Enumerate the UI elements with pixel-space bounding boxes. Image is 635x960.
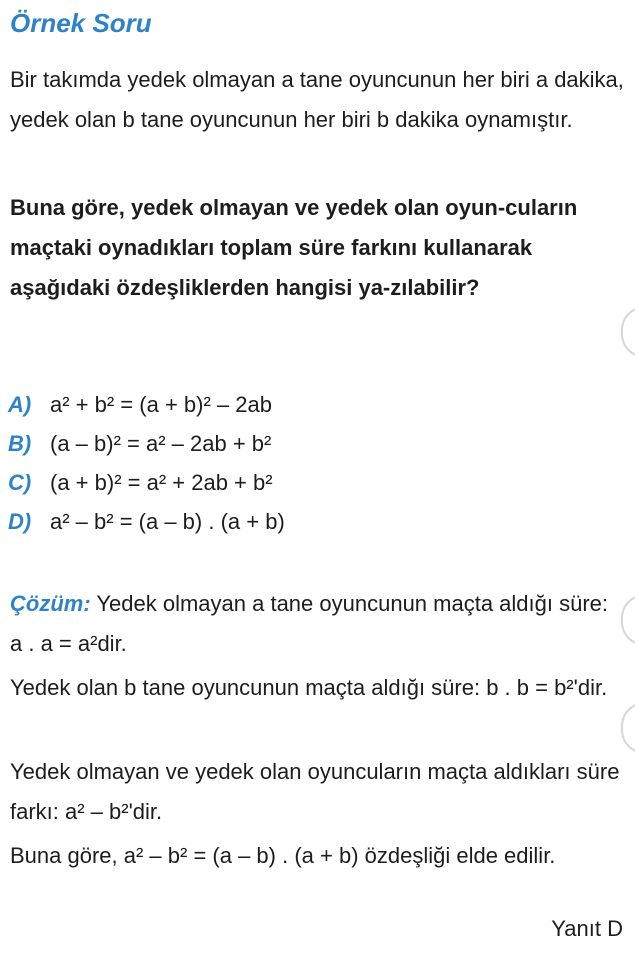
option-letter: C) <box>8 470 32 495</box>
answer-text: Yanıt D <box>551 916 623 941</box>
option-text: a² + b² = (a + b)² – 2ab <box>50 392 272 417</box>
option-letter: A) <box>8 392 32 417</box>
option-d[interactable] <box>8 502 285 541</box>
solution-line-1 <box>10 584 624 664</box>
solution-text: Yedek olmayan a tane oyuncunun maçta aldığı süre: a . a = a²dir. <box>10 591 609 656</box>
option-c[interactable] <box>8 463 285 502</box>
solution-line-3: Yedek olmayan ve yedek olan oyuncuların maçta aldıkları süre farkı: a² – b²'dir. <box>10 759 620 824</box>
option-text: (a – b)² = a² – 2ab + b² <box>50 431 272 456</box>
page-tab-marker <box>621 702 635 754</box>
solution-line-2: Yedek olan b tane oyuncunun maçta aldığı süre: b . b = b²'dir. <box>10 675 608 700</box>
option-text: a² – b² = (a – b) . (a + b) <box>50 509 285 534</box>
page-tab-marker <box>621 306 635 358</box>
question-intro: Bir takımda yedek olmayan a tane oyuncunun her biri a dakika, yedek olan b tane oyuncunun her biri b dakika oynamıştır. <box>10 67 624 132</box>
solution-line-4: Buna göre, a² – b² = (a – b) . (a + b) özdeşliği elde edilir. <box>10 843 556 868</box>
page-title: Örnek Soru <box>10 8 152 38</box>
option-text: (a + b)² = a² + 2ab + b² <box>50 470 273 495</box>
solution-label: Çözüm: <box>10 591 91 616</box>
answer-options <box>8 385 285 541</box>
option-letter: B) <box>8 431 32 456</box>
option-a[interactable] <box>8 385 285 424</box>
option-b[interactable] <box>8 424 285 463</box>
option-letter: D) <box>8 509 32 534</box>
question-prompt: Buna göre, yedek olmayan ve yedek olan oyun-cuların maçtaki oynadıkları toplam süre farkını kullanarak aşağıdaki özdeşliklerden hangisi ya-zılabilir? <box>10 195 578 300</box>
